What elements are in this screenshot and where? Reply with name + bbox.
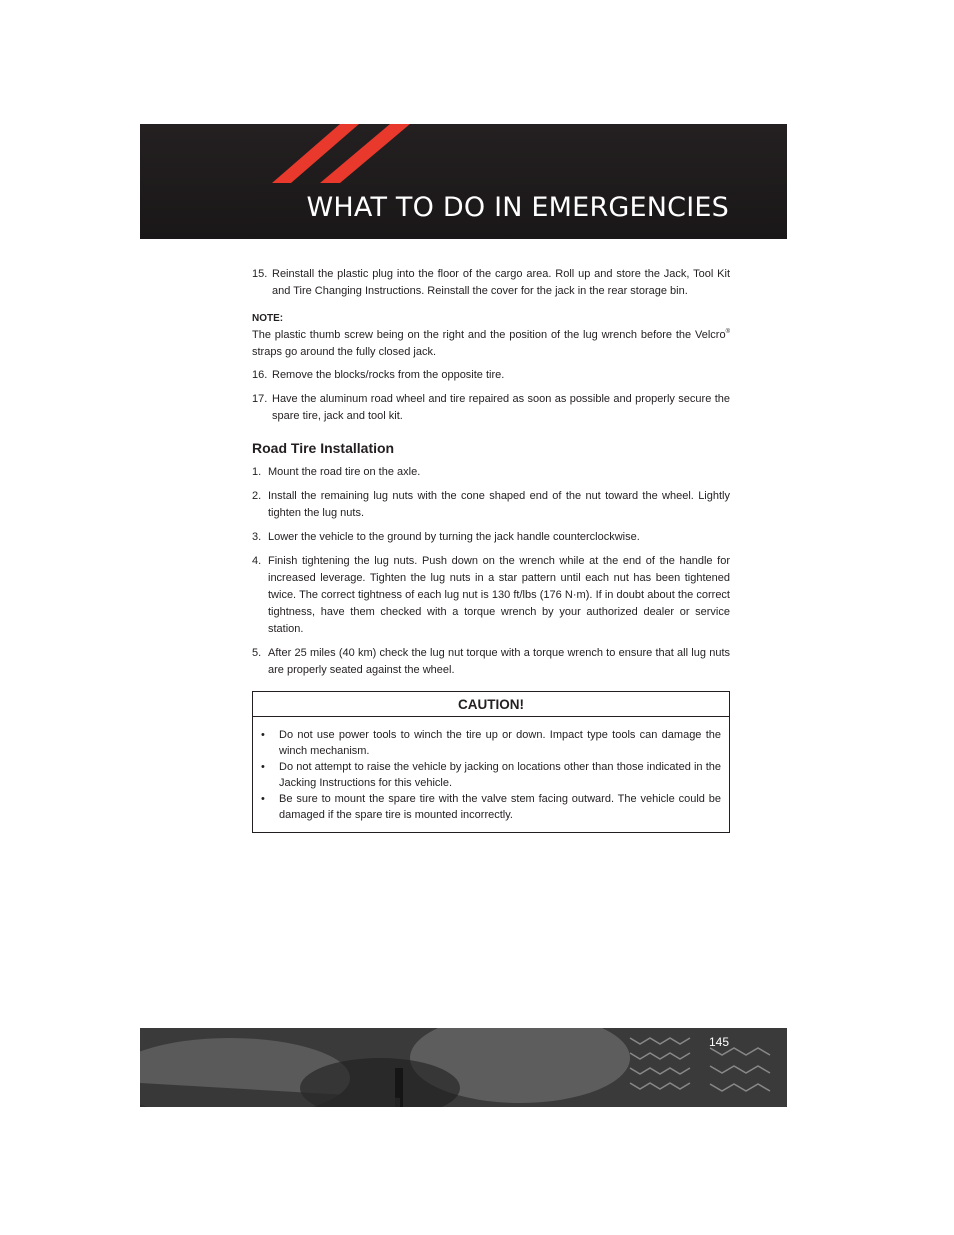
page-content bbox=[252, 266, 730, 833]
registered-mark: ® bbox=[725, 329, 730, 335]
chapter-header bbox=[140, 124, 787, 239]
caution-list bbox=[253, 717, 729, 832]
list-item: 15. Reinstall the plastic plug into the floor of the cargo area. Roll up and store the Jack, Tool Kit and Tire Changing Instructions. Reinstall the cover for the jack in the rear storage bin. bbox=[252, 268, 730, 297]
bullet-icon: • bbox=[261, 729, 265, 741]
note-text: The plastic thumb screw being on the right and the position of the lug wrench before the Velcro® straps go around the fully closed jack. bbox=[252, 329, 730, 358]
page-number: 145 bbox=[708, 1035, 729, 1049]
bullet-icon: • bbox=[261, 793, 265, 805]
caution-box bbox=[252, 691, 730, 833]
list-item: 16. Remove the blocks/rocks from the opposite tire. bbox=[252, 369, 505, 381]
list-item: 3. Lower the vehicle to the ground by turning the jack handle counterclockwise. bbox=[252, 531, 640, 543]
list-item: 2. Install the remaining lug nuts with the cone shaped end of the nut toward the wheel. Lightly tighten the lug nuts. bbox=[252, 490, 730, 519]
bullet-icon: • bbox=[261, 761, 265, 773]
list-item: 1. Mount the road tire on the axle. bbox=[252, 466, 421, 478]
list-item: 17. Have the aluminum road wheel and tire repaired as soon as possible and properly secure the spare tire, jack and tool kit. bbox=[252, 393, 730, 422]
chapter-title: WHAT TO DO IN EMERGENCIES bbox=[306, 192, 729, 223]
note-label: NOTE: bbox=[252, 313, 284, 324]
list-item: 4. Finish tightening the lug nuts. Push down on the wrench while at the end of the handle for increased leverage. Tighten the lug nuts in a star pattern until each nut has been tightened twice. The correct tightness of each lug nut is 130 ft/lbs (176 N·m). If in doubt about the correct tightness, have them checked with a torque wrench by your authorized dealer or service station. bbox=[252, 555, 730, 635]
list-item: 5. After 25 miles (40 km) check the lug nut torque with a torque wrench to ensure that all lug nuts are properly seated against the wheel. bbox=[252, 647, 730, 676]
section-heading: Road Tire Installation bbox=[252, 440, 395, 456]
caution-item: • Do not attempt to raise the vehicle by jacking on locations other than those indicated in the Jacking Instructions for this vehicle. bbox=[261, 761, 721, 789]
caution-item: • Be sure to mount the spare tire with the valve stem facing outward. The vehicle could be damaged if the spare tire is mounted incorrectly. bbox=[261, 793, 721, 821]
footer-photo-image bbox=[140, 1028, 787, 1107]
caution-item: • Do not use power tools to winch the tire up or down. Impact type tools can damage the winch mechanism. bbox=[261, 729, 721, 757]
footer-banner bbox=[140, 1028, 787, 1107]
caution-title: CAUTION! bbox=[253, 692, 729, 717]
